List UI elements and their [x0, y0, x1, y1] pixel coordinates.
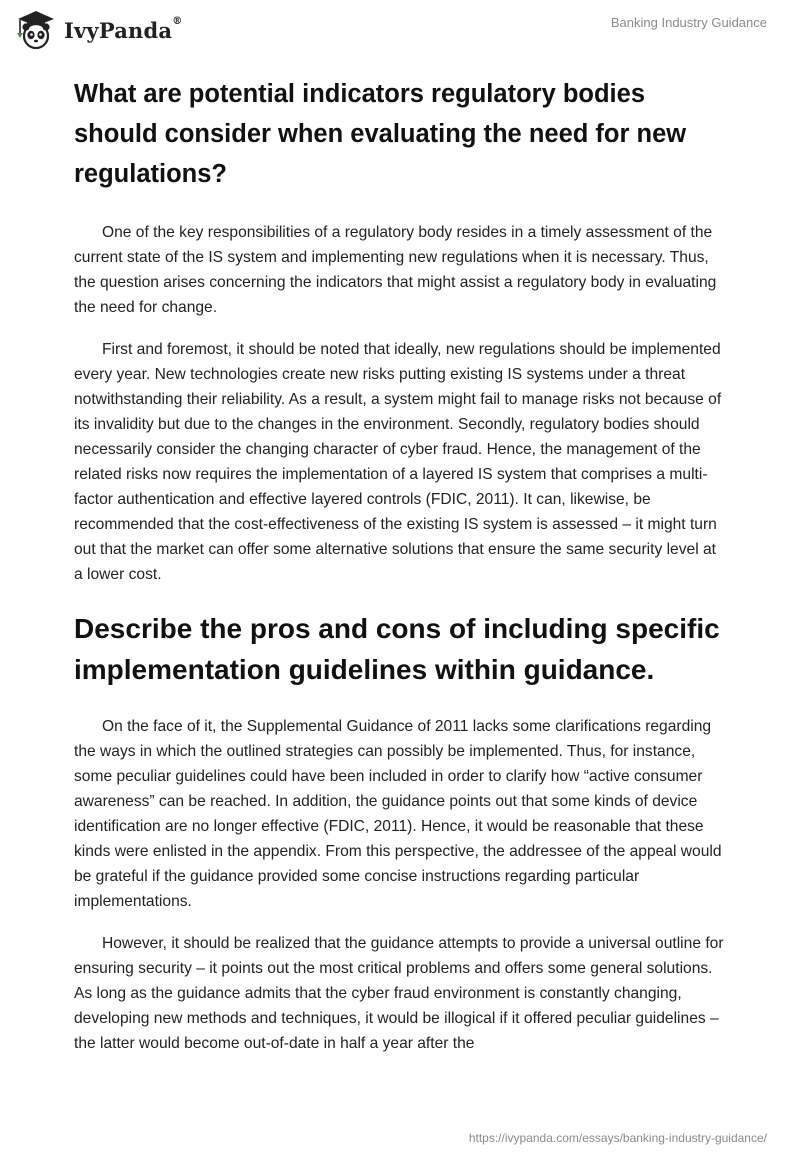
paragraph: However, it should be realized that the guidance attempts to provide a universal outline for ensuring security – it points out the most critical problems and offers some general solutions. As long as the guidance admits that the cyber fraud environment is constantly changing, developing new methods and techniques, it would be illogical if it offered peculiar guidelines – the latter would become out-of-date in half a year after the — [74, 935, 724, 1052]
section-heading: Describe the pros and cons of including specific implementation guidelines within guidance. — [74, 613, 720, 685]
logo[interactable] — [14, 6, 182, 54]
document-title: Banking Industry Guidance — [610, 15, 767, 30]
page-header — [0, 0, 800, 60]
paragraph: On the face of it, the Supplemental Guidance of 2011 lacks some clarifications regarding the ways in which the outlined strategies can possibly be implemented. Thus, for instance, some peculiar guidelines could have been included in order to clarify how “active consumer awareness” can be reached. In addition, the guidance points out that some kinds of device identification are no longer effective (FDIC, 2011). Hence, it would be reasonable that these kinds were enlisted in the appendix. From this perspective, the addressee of the appeal would be grateful if the guidance provided some concise instructions regarding particular implementations. — [74, 718, 722, 910]
panda-graduate-icon — [14, 8, 58, 52]
paragraph: First and foremost, it should be noted that ideally, new regulations should be implemented every year. New technologies create new risks putting existing IS systems under a threat notwithstanding their reliability. As a result, a system might fail to manage risks not because of its invalidity but due to the changes in the environment. Secondly, regulatory bodies should necessarily consider the changing character of cyber fraud. Hence, the management of the related risks now requires the implementation of a layered IS system that comprises a multi-factor authentication and effective layered controls (FDIC, 2011). It can, likewise, be recommended that the cost-effectiveness of the existing IS system is assessed – it might turn out that the market can offer some alternative solutions that ensure the same security level at a lower cost. — [74, 341, 722, 583]
footer-url[interactable]: https://ivypanda.com/essays/banking-industry-guidance/ — [468, 1131, 767, 1145]
logo-text: IvyPanda® — [64, 15, 183, 43]
essay-content — [74, 74, 726, 1073]
paragraph: One of the key responsibilities of a regulatory body resides in a timely assessment of the current state of the IS system and implementing new regulations when it is necessary. Thus, the question arises concerning the indicators that might assist a regulatory body in evaluating the need for change. — [74, 224, 717, 316]
section-heading: What are potential indicators regulatory bodies should consider when evaluating the need for new regulations? — [74, 80, 687, 188]
